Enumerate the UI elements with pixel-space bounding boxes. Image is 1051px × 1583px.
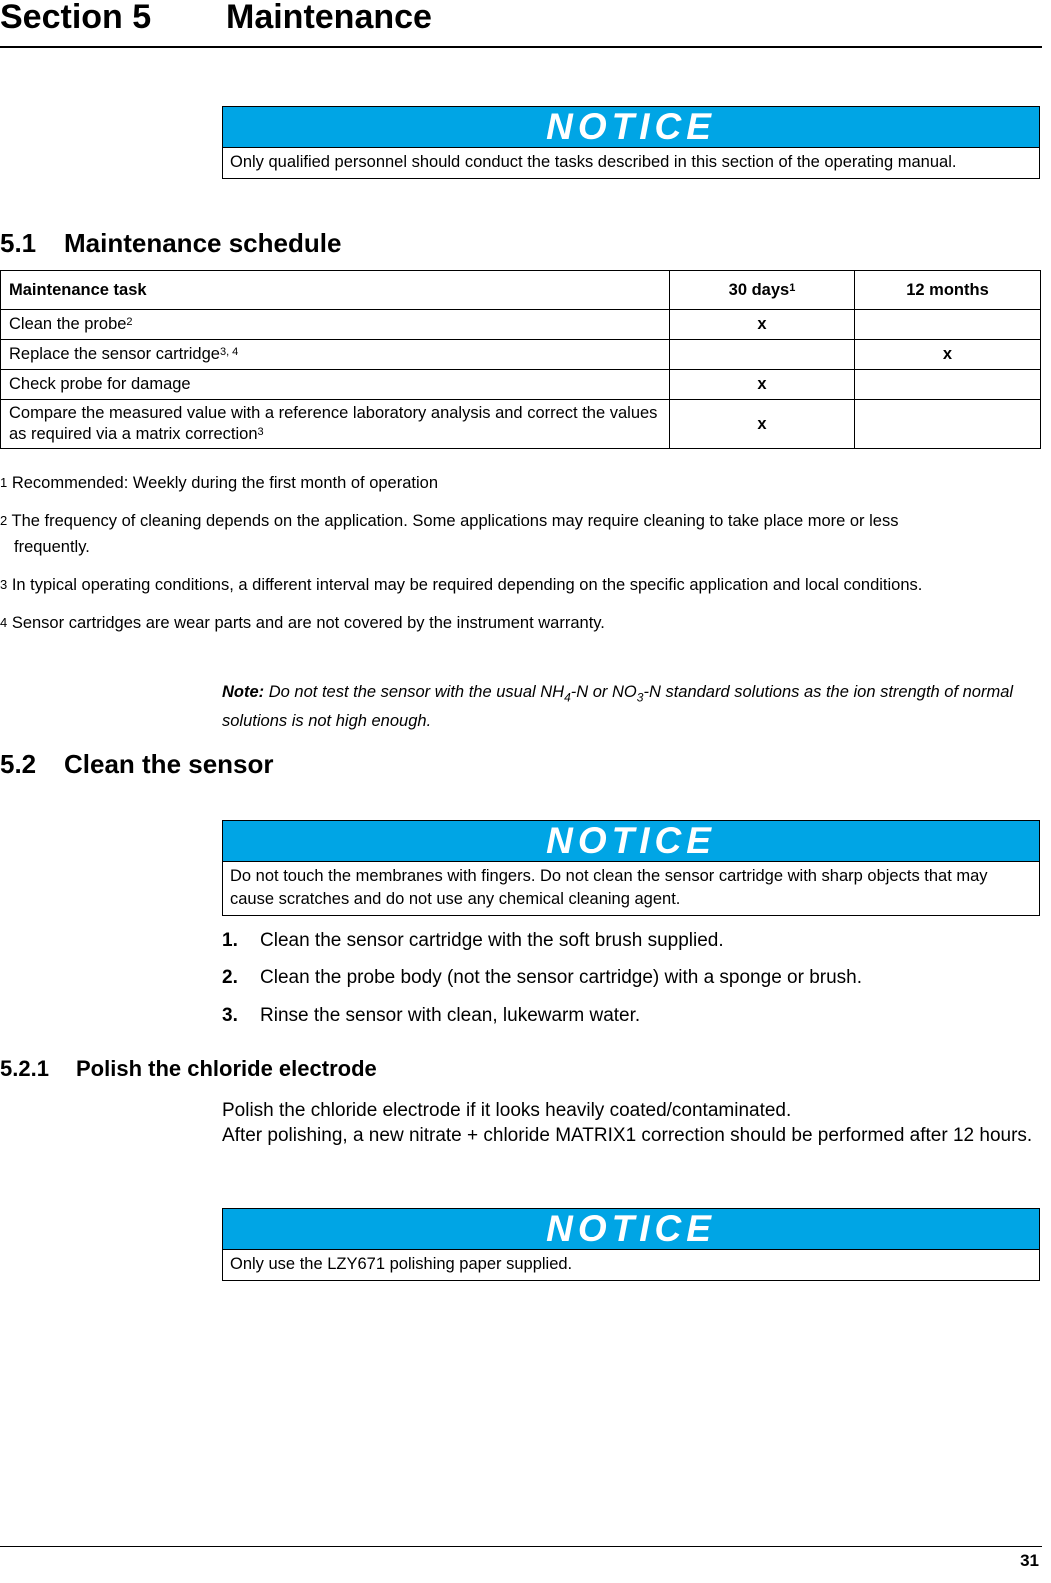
table-row bbox=[1, 400, 1041, 449]
step-number: 1. bbox=[222, 930, 238, 951]
notice-text: Only qualified personnel should conduct the tasks described in this section of the operating manual. bbox=[230, 153, 957, 171]
note-ion-strength bbox=[222, 680, 1042, 733]
cell-30-days bbox=[670, 340, 855, 370]
cell-30-days: x bbox=[670, 400, 855, 449]
task-cell bbox=[1, 340, 670, 370]
polish-instructions bbox=[222, 1098, 1042, 1148]
notice-text: Only use the LZY671 polishing paper supplied. bbox=[230, 1255, 573, 1273]
footnote-mark: 3 bbox=[0, 577, 8, 592]
cell-12-months bbox=[855, 400, 1041, 449]
notice-membranes bbox=[222, 820, 1040, 916]
header-30-days bbox=[670, 271, 855, 310]
step-number: 2. bbox=[222, 967, 238, 988]
notice-text: Do not touch the membranes with fingers. Do not clean the sensor cartridge with sharp objects that may cause scratches and do not use any chemical cleaning agent. bbox=[230, 867, 988, 908]
task-cell bbox=[1, 400, 670, 449]
list-item bbox=[222, 1005, 640, 1027]
table-header-row bbox=[1, 271, 1041, 310]
footnote-ref: 3, 4 bbox=[219, 346, 239, 358]
section-title bbox=[0, 0, 432, 34]
footnote-mark: 2 bbox=[0, 513, 8, 528]
header-rule bbox=[0, 46, 1042, 48]
notice-heading: NOTICE bbox=[223, 821, 1039, 862]
step-text: Clean the probe body (not the sensor cartridge) with a sponge or brush. bbox=[260, 967, 863, 988]
section-name: Maintenance bbox=[226, 0, 432, 36]
note-subscript-2: 3 bbox=[636, 690, 644, 705]
footnote-ref: 1 bbox=[789, 281, 796, 294]
note-text-3: -N standard solutions as the ion strength of normal solutions is not high enough. bbox=[222, 683, 1014, 731]
footnote-4 bbox=[0, 610, 1045, 636]
note-text-1: Do not test the sensor with the usual NH bbox=[264, 683, 565, 701]
cell-12-months bbox=[855, 370, 1041, 400]
footnote-1 bbox=[0, 470, 1045, 496]
heading-title: Clean the sensor bbox=[64, 749, 274, 779]
footnote-mark: 1 bbox=[0, 475, 8, 490]
footnote-2 bbox=[0, 508, 1045, 560]
header-maintenance-task: Maintenance task bbox=[1, 271, 670, 310]
cell-30-days: x bbox=[670, 370, 855, 400]
footnote-mark: 4 bbox=[0, 615, 8, 630]
heading-title: Polish the chloride electrode bbox=[76, 1056, 377, 1081]
footnote-text: In typical operating conditions, a different interval may be required depending on the specific application and local conditions. bbox=[11, 576, 923, 594]
maintenance-schedule-table bbox=[0, 270, 1041, 449]
note-subscript-1: 4 bbox=[564, 690, 571, 705]
heading-number: 5.2 bbox=[0, 749, 37, 779]
page-number: 31 bbox=[1020, 1551, 1039, 1570]
heading-clean-sensor bbox=[0, 749, 274, 779]
notice-polishing-paper bbox=[222, 1208, 1040, 1281]
polish-line-1: Polish the chloride electrode if it looks heavily coated/contaminated. bbox=[222, 1100, 792, 1121]
table-row bbox=[1, 310, 1041, 340]
header-30-days-label: 30 days bbox=[728, 280, 790, 299]
notice-heading: NOTICE bbox=[223, 107, 1039, 148]
footer-rule bbox=[0, 1546, 1042, 1547]
footnote-3 bbox=[0, 572, 1045, 598]
footnote-continuation: frequently. bbox=[14, 538, 90, 556]
section-number: Section 5 bbox=[0, 0, 152, 36]
step-text: Rinse the sensor with clean, lukewarm water. bbox=[260, 1005, 641, 1026]
cell-30-days: x bbox=[670, 310, 855, 340]
list-item bbox=[222, 967, 862, 989]
notice-qualified-personnel bbox=[222, 106, 1040, 179]
footnote-text: The frequency of cleaning depends on the application. Some applications may require cleaning to take place more or less bbox=[11, 512, 899, 530]
step-text: Clean the sensor cartridge with the soft brush supplied. bbox=[260, 930, 724, 951]
header-12-months: 12 months bbox=[855, 271, 1041, 310]
task-text: Compare the measured value with a reference laboratory analysis and correct the values as required via a matrix correction bbox=[9, 404, 658, 443]
note-label: Note: bbox=[222, 683, 265, 701]
polish-line-2: After polishing, a new nitrate + chloride MATRIX1 correction should be performed after 12 hours. bbox=[222, 1125, 1033, 1146]
cell-12-months: x bbox=[855, 340, 1041, 370]
cell-12-months bbox=[855, 310, 1041, 340]
footnote-text: Sensor cartridges are wear parts and are not covered by the instrument warranty. bbox=[11, 614, 605, 632]
note-text-2: -N or NO bbox=[570, 683, 637, 701]
notice-heading: NOTICE bbox=[223, 1209, 1039, 1250]
task-text: Check probe for damage bbox=[9, 375, 191, 393]
heading-number: 5.2.1 bbox=[0, 1056, 49, 1081]
heading-title: Maintenance schedule bbox=[64, 228, 342, 258]
task-cell bbox=[1, 370, 670, 400]
task-text: Clean the probe bbox=[9, 315, 127, 333]
table-row bbox=[1, 370, 1041, 400]
table-row bbox=[1, 340, 1041, 370]
task-text: Replace the sensor cartridge bbox=[9, 345, 220, 363]
heading-polish-electrode bbox=[0, 1056, 377, 1082]
footnote-ref: 3 bbox=[257, 426, 264, 438]
list-item bbox=[222, 930, 724, 952]
footnote-text: Recommended: Weekly during the first month of operation bbox=[11, 474, 438, 492]
task-cell bbox=[1, 310, 670, 340]
step-number: 3. bbox=[222, 1005, 238, 1026]
heading-maintenance-schedule bbox=[0, 228, 341, 258]
footnote-ref: 2 bbox=[126, 316, 133, 328]
heading-number: 5.1 bbox=[0, 228, 37, 258]
